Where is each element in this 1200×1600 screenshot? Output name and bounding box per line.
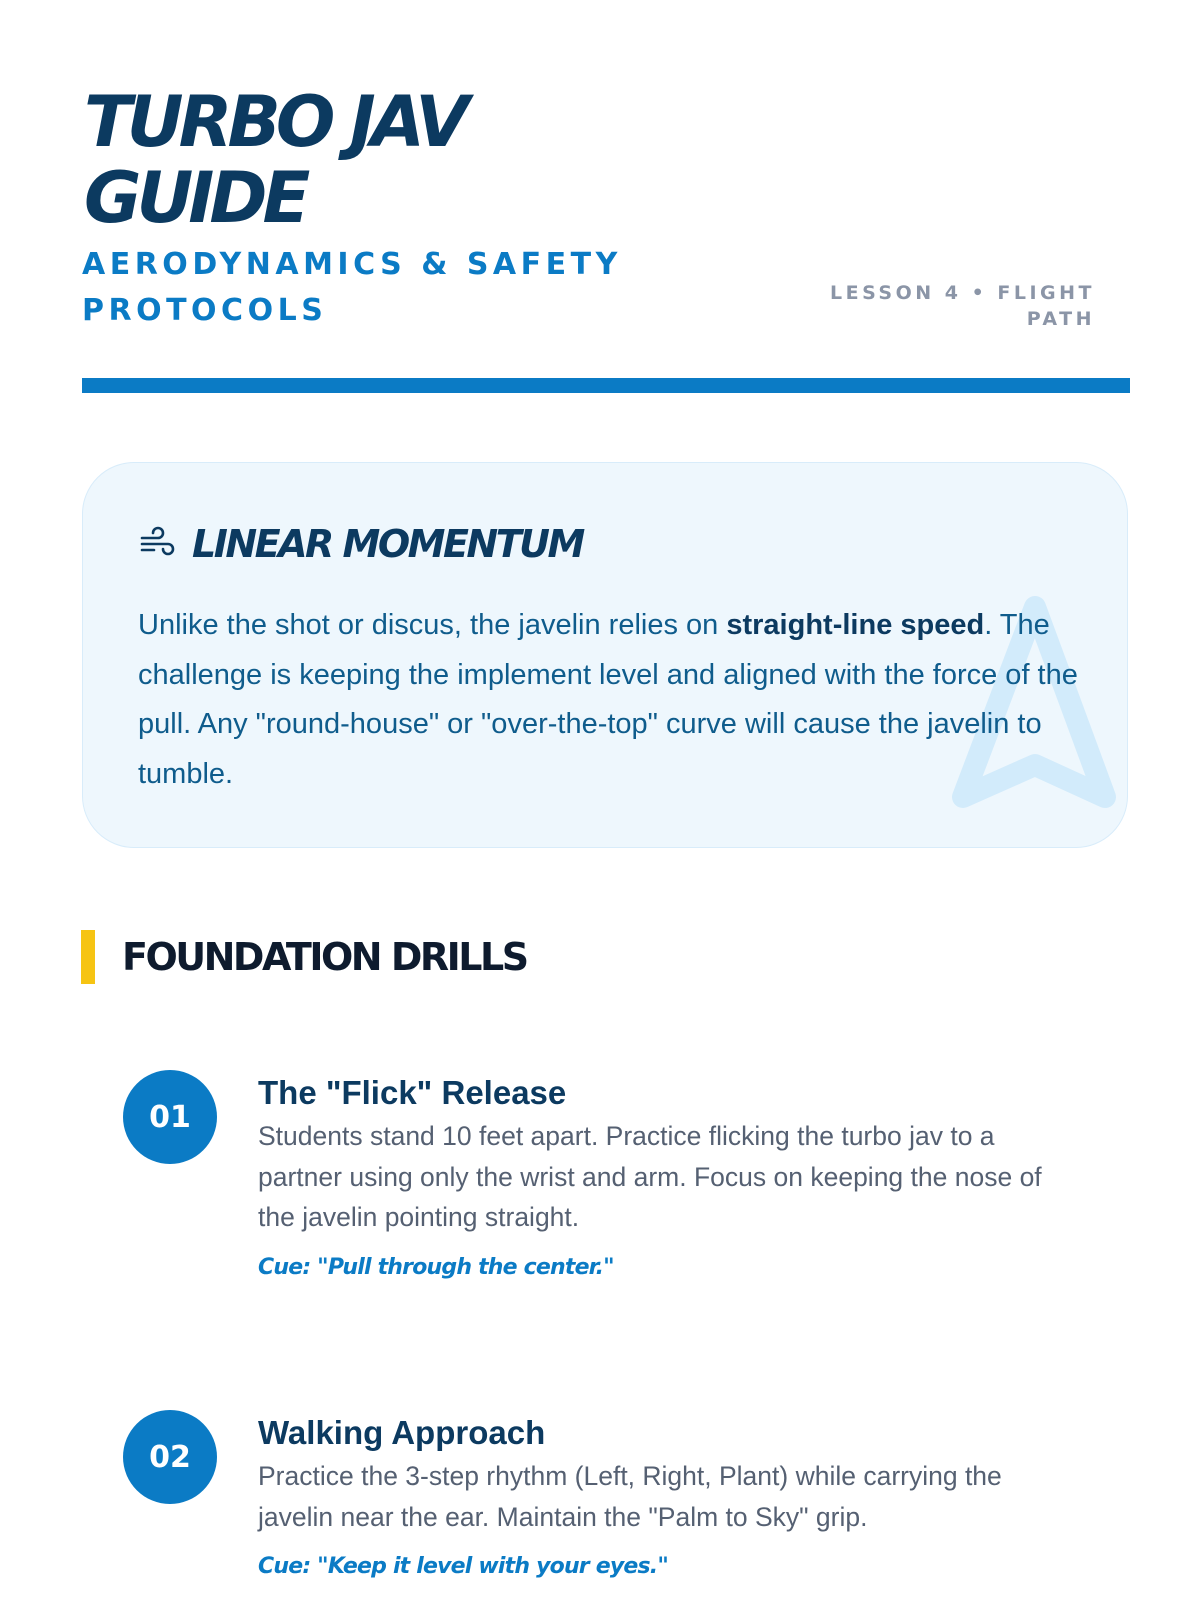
card-text-emphasis: straight-line speed — [726, 609, 985, 641]
drill-number-badge: 01 — [123, 1070, 217, 1164]
page-title: TURBO JAV GUIDE — [84, 81, 465, 239]
card-text-rest: . The challenge is keeping the implement level and aligned with the force of the pull. Any "round-house" or "over-the-top" curve will cause the javelin to tumble. — [138, 609, 1078, 790]
lesson-label: LESSON 4 • FLIGHT PATH — [830, 282, 1095, 330]
card-header — [138, 519, 583, 569]
drill-number-badge: 02 — [123, 1410, 217, 1504]
page-subtitle: AERODYNAMICS & SAFETY PROTOCOLS — [82, 247, 622, 328]
drill-description: Practice the 3-step rhythm (Left, Right, Plant) while carrying the javelin near the ear. Maintain the "Palm to Sky" grip. — [258, 1461, 1002, 1532]
card-title: LINEAR MOMENTUM — [192, 522, 583, 566]
card-body-text — [138, 601, 1078, 799]
wind-icon — [138, 524, 178, 564]
section-accent-bar — [81, 930, 95, 984]
section-title: FOUNDATION DRILLS — [122, 935, 527, 979]
drill-description: Students stand 10 feet apart. Practice flicking the turbo jav to a partner using only the wrist and arm. Focus on keeping the nose of the javelin pointing straight. — [258, 1121, 1042, 1232]
drill-title: The "Flick" Release — [258, 1074, 567, 1111]
drill-content — [258, 1070, 1078, 1288]
linear-momentum-card — [82, 462, 1128, 848]
card-text-intro: Unlike the shot or discus, the javelin relies on — [138, 609, 727, 641]
drill-cue: Cue: "Keep it level with your eyes." — [258, 1554, 669, 1579]
header-divider — [82, 378, 1130, 393]
drill-content — [258, 1410, 1078, 1587]
drill-cue: Cue: "Pull through the center." — [258, 1254, 614, 1280]
drill-title: Walking Approach — [258, 1414, 546, 1451]
